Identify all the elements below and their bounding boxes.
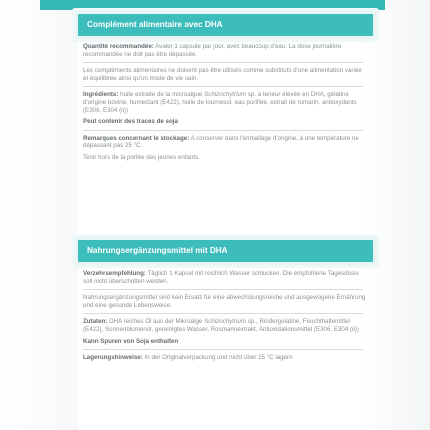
french-heading-banner: Complément alimentaire avec DHA	[78, 14, 373, 36]
german-allergen: Kann Spuren von Soja enthalten	[83, 337, 179, 345]
german-ingredients-pre: DHA reiches Öl aus der Mikroalge	[109, 318, 203, 326]
german-dosage-label: Verzehrsempfehlung:	[83, 270, 146, 277]
french-label-text	[83, 43, 368, 166]
french-ingredients-species: Schizochytrium	[204, 91, 247, 99]
german-heading-banner: Nahrungsergänzungsmittel mit DHA	[78, 240, 373, 262]
german-ingredients-label: Zutaten:	[83, 318, 108, 326]
german-ingredients-post: sp., Rindergelatine, Feuchthaltemittel (E422), Sonnenblumenöl, gereinigtes Wasser, Rosmarinextrakt, Antioxidationsmittel (E306, E304 (ii))	[83, 318, 359, 333]
panel-left-shading	[0, 0, 78, 430]
divider	[83, 313, 363, 314]
french-storage	[83, 135, 368, 150]
french-ingredients-label: Ingrédients:	[83, 91, 119, 99]
divider	[83, 62, 363, 63]
french-storage-text: A conserver dans l'emballage d'origine, à une température ne dépassant pas 25 °C.	[83, 134, 359, 150]
german-dosage	[83, 270, 368, 285]
french-storage-label: Remarques concernant le stockage:	[83, 134, 190, 142]
german-dosage-text: Täglich 1 Kapsel mit reichlich Wasser schlucken. Die empfohlene Tagesdosis soll nicht überschritten werden.	[83, 270, 359, 285]
german-storage-text: In der Originalverpackung und nicht über 25 °C lagern	[144, 354, 293, 362]
french-dosage-text: Avaler 1 capsule par jour, avec beaucoup d'eau. La dose journalière recommandée ne doit pas être dépassée.	[83, 43, 342, 58]
divider	[83, 349, 363, 350]
german-ingredients-species: Schizochytrium	[204, 318, 247, 326]
divider	[83, 289, 363, 290]
french-dosage	[83, 43, 368, 58]
panel-right-shading	[360, 0, 430, 430]
divider	[83, 86, 363, 87]
french-allergen: Peut contenir des traces de soja	[83, 118, 178, 126]
german-ingredients	[83, 318, 368, 333]
french-ingredients-post: sp. à teneur élevée en DHA, gélatine d'origine bovine, humectant (E422), huile de tournesol, eau purifiée, extrait de romarin, antioxydants (E306, E304 (ii))	[83, 91, 357, 114]
german-storage	[83, 354, 368, 362]
divider	[83, 130, 363, 131]
german-notice: Nahrungsergänzungsmittel sind kein Ersatz für eine abwechslungsreiche und ausgewogene Ernährung und eine gesunde Lebensweise.	[83, 294, 366, 309]
french-children: Tenir hors de la portée des jeunes enfants.	[83, 153, 200, 161]
german-storage-label: Lagerungshinweise:	[83, 354, 143, 362]
french-dosage-label: Quantité recommandée:	[83, 43, 154, 50]
french-notice: Les compléments alimentaires ne doivent pas être utilisés comme substituts d'une alimentation variée et équilibrée ainsi qu'un mode de vie sain.	[83, 67, 362, 82]
french-ingredients-pre: huile extraite de la microalgue	[120, 91, 203, 99]
german-label-text	[83, 270, 368, 366]
french-ingredients	[83, 91, 368, 114]
